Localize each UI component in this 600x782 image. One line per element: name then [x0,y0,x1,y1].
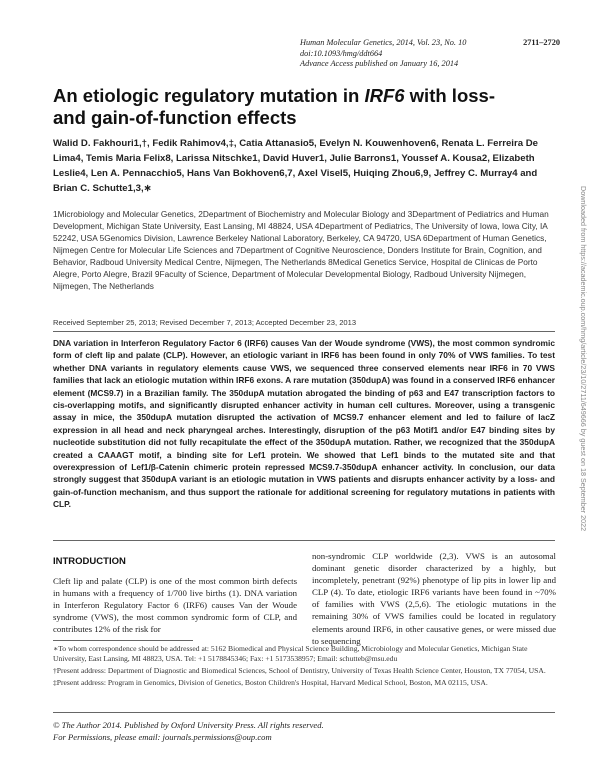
footnote-correspondence: ∗To whom correspondence should be addressed at: 5162 Biomedical and Physical Science Building, Microbiology and Molecular Genetics, Michigan State University, East Lansing, MI 48823, USA. Tel: +1 5178845346; Fax: +1 5173538957; Email: schutteb@msu.edu [53,644,528,663]
page-range: 2711–2720 [523,38,560,47]
journal-citation: Human Molecular Genetics, 2014, Vol. 23, No. 10 [300,38,467,47]
doi: doi:10.1093/hmg/ddt664 [300,48,383,58]
section-heading-introduction: INTRODUCTION [53,556,126,567]
title-end: with loss- and gain-of-function effects [53,85,495,128]
copyright-block [53,720,555,743]
author-list: Walid D. Fakhouri1,†, Fedik Rahimov4,‡, Catia Attanasio5, Evelyn N. Kouwenhoven6, Renata L. Ferreira De Lima4, Temis Maria Felix8, Larissa Nitschke1, David Huver1, Julie Barrons1, Youssef A. Kousa2, Elizabeth Leslie4, Len A. Pennacchio5, Hans Van Bokhoven6,7, Axel Visel5, Huiqing Zhou6,9, Jeffrey C. Murray4 and Brian C. Schutte1,3,∗ [53,138,538,194]
footnote-present-address-1: †Present address: Department of Diagnostic and Biomedical Sciences, School of Dentistry, University of Texas Health Science Center, Houston, TX 77054, USA. [53,666,546,675]
copyright-line: © The Author 2014. Published by Oxford University Press. All rights reserved. [53,720,324,730]
footnote-present-address-2: ‡Present address: Program in Genomics, Division of Genetics, Boston Children's Hospital, Harvard Medical School, Boston, MA 02115, USA. [53,678,488,687]
journal-header [300,38,560,70]
publication-dates: Received September 25, 2013; Revised December 7, 2013; Accepted December 23, 2013 [53,318,357,327]
divider-top [53,331,555,332]
divider-copyright [53,712,555,713]
intro-text-left-column: Cleft lip and palate (CLP) is one of the most common birth defects in humans with a frequency of 1/700 live births (1). DNA variation in Interferon Regulatory Factor 6 (IRF6) causes Van der Woude syndrome (VWS), the most common syndromic form of CLP, and contributes 12% of the risk for [53,576,297,635]
advance-access: Advance Access published on January 16, 2014 [300,59,459,68]
footnote-rule [53,640,193,641]
intro-text-right-column: non-syndromic CLP worldwide (2,3). VWS is an autosomal dominant genetic disorder characterized by a highly, but incompletely, penetrant (92%) phenotype of lip pits in lower lip and CLP (4). To date, etiologic IRF6 variants have been found in ~70% of families with VWS (2,5,6). The etiologic mutations in the remaining 30% of VWS families could be located in regulatory elements around IRF6, in other causative genes, or were missed due to sequencing [312,551,556,646]
permissions-line: For Permissions, please email: journals.permissions@oup.com [53,731,272,742]
paper-title [53,85,513,129]
title-gene: IRF6 [364,85,405,106]
title-start: An etiologic regulatory mutation in [53,85,365,106]
affiliations: 1Microbiology and Molecular Genetics, 2Department of Biochemistry and Molecular Biology and 3Department of Pediatrics and Human Development, Michigan State University, East Lansing, MI 48824, USA 4Department of Pediatrics, The University of Iowa, Iowa City, IA 52242, USA 5Genomics Division, Lawrence Berkeley National Laboratory, Berkeley, CA 94720, USA 6Department of Human Genetics, Nijmegen Centre for Molecular Life Sciences and 7Department of Cognitive Neuroscience, Donders Institute for Brain, Cognition, and Behavior, Radboud University Medical Centre, Nijmegen, The Netherlands 8Medical Genetics Service, Hospital de Clinicas de Porto Alegre, Porto Alegre, Brazil 9Faculty of Science, Department of Molecular Developmental Biology, Radboud University Nijmegen, Nijmegen, The Netherlands [53,209,549,291]
footnotes [53,644,555,690]
divider-bottom [53,540,555,541]
abstract: DNA variation in Interferon Regulatory Factor 6 (IRF6) causes Van der Woude syndrome (VWS), the most common syndromic form of cleft lip and palate (CLP). However, an etiologic variant in IRF6 has been found in only 70% of VWS families. To test whether DNA variants in regulatory elements cause VWS, we sequenced three conserved elements near IRF6 in 70 VWS families that lack an etiologic mutation within IRF6 exons. A rare mutation (350dupA) was found in a conserved IRF6 enhancer element (MCS9.7) in a Brazilian family. The 350dupA mutation abrogated the binding of p63 and E47 transcription factors to cis-overlapping motifs, and significantly disrupted enhancer activity in human cell cultures. Moreover, using a transgenic assay in mice, the 350dupA mutation disrupted the activation of MCS9.7 enhancer element and led to failure of lacZ expression in all head and neck pharyngeal arches. Interestingly, disruption of the p63 Motif1 and/or E47 binding sites by nucleotide substitution did not fully recapitulate the effect of the 350dupA mutation. Rather, we recognized that the 350dupA created a CAAAGT motif, a binding site for Lef1 protein. We showed that Lef1 binds to the mutated site and that overexpression of Lef1/β-Catenin chimeric protein repressed MCS9.7-350dupA enhancer activity. In conclusion, our data strongly suggest that 350dupA variant is an etiologic mutation in VWS patients and disrupts enhancer activity by a loss- and gain-of-function mechanism, and thus support the rationale for additional screening for regulatory mutations in patients with CLP. [53,338,555,510]
download-watermark: Downloaded from https://academic.oup.com/hmg/article/23/10/2711/649666 by guest on 18 September 2022 [579,186,588,532]
